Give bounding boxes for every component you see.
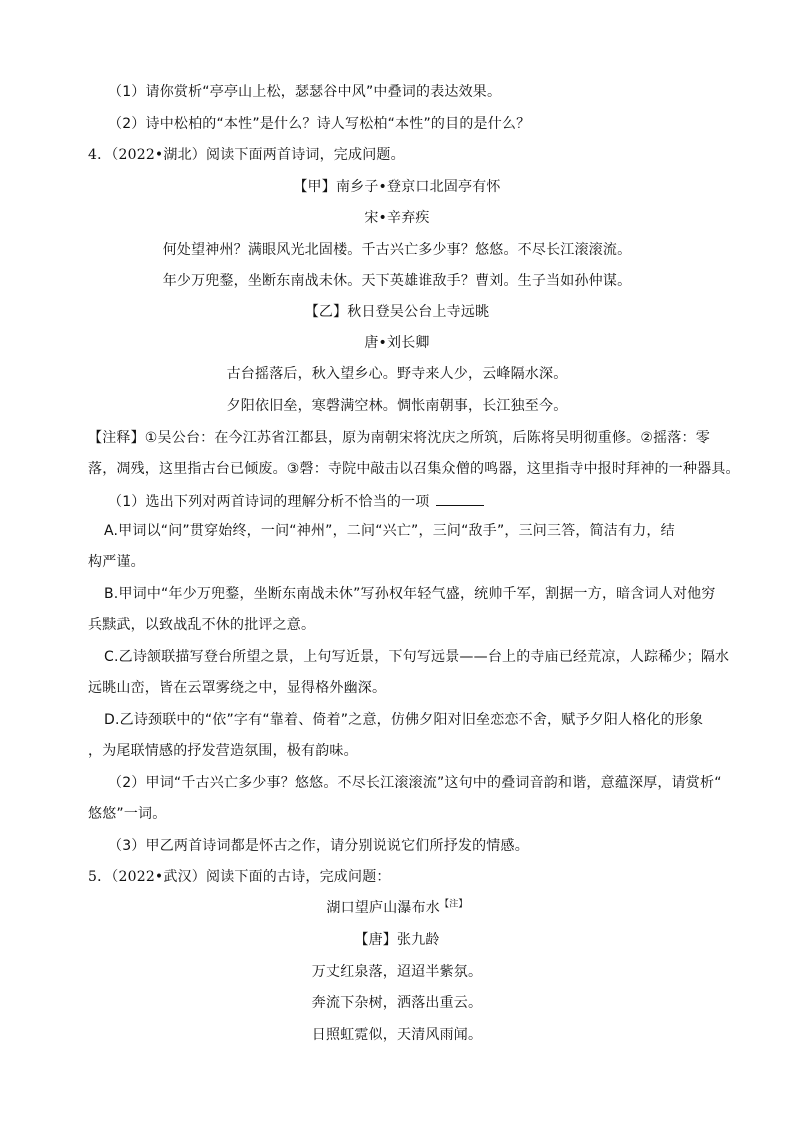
- poem-b-line-2: 夕阳依旧垒，寒磬满空林。惆怅南朝事，长江独至今。: [226, 398, 568, 414]
- q5-poem-line-2: 奔流下杂树，洒落出重云。: [311, 995, 483, 1011]
- q4-sub2-line-2: 悠悠”一词。: [88, 806, 167, 822]
- poem-a-title: 【甲】南乡子•登京口北固亭有怀: [293, 179, 501, 195]
- option-b-line-2: 兵黩武，以致战乱不休的批评之意。: [88, 617, 316, 633]
- option-c-line-2: 远眺山峦，皆在云罩雾绕之中，显得格外幽深。: [88, 680, 387, 696]
- notes-line-1: 【注释】①吴公台：在今江苏省江都县，原为南朝宋将沈庆之所筑，后陈将吴明彻重修。②摇落：零: [88, 430, 710, 446]
- q5-header: 5．（2022•武汉）阅读下面的古诗，完成问题：: [88, 869, 391, 885]
- q3-sub1: （1）请你赏析“亭亭山上松，瑟瑟谷中风”中叠词的表达效果。: [108, 84, 502, 100]
- q4-sub1-prompt: [108, 491, 484, 512]
- answer-blank[interactable]: [436, 491, 484, 506]
- option-a-line-1: A.甲词以“问”贯穿始终，一问“神州”，二问“兴亡”，三问“敌手”，三问三答，简洁有力，结: [104, 523, 675, 539]
- q4-sub2-line-1: （2）甲词“千古兴亡多少事？悠悠。不尽长江滚滚流”这句中的叠词音韵和谐，意蕴深厚，请赏析“: [108, 775, 722, 791]
- q5-poem-line-1: 万丈红泉落，迢迢半紫氛。: [311, 964, 483, 980]
- notes-line-2: 落，凋残，这里指古台已倾废。③磬：寺院中敲击以召集众僧的鸣器，这里指寺中报时拜神的一种器具。: [88, 461, 740, 477]
- option-a-line-2: 构严谨。: [88, 554, 145, 570]
- poem-a-line-1: 何处望神州？满眼风光北固楼。千古兴亡多少事？悠悠。不尽长江滚滚流。: [162, 242, 632, 258]
- footnote-marker: 【注】: [440, 899, 468, 910]
- q4-header: 4．（2022•湖北）阅读下面两首诗词，完成问题。: [88, 147, 405, 163]
- poem-a-author: 宋•辛弃疾: [364, 210, 430, 226]
- poem-b-line-1: 古台摇落后，秋入望乡心。野寺来人少，云峰隔水深。: [226, 366, 568, 382]
- option-d-line-1: D.乙诗颈联中的“依”字有“靠着、倚着”之意，仿佛夕阳对旧垒恋恋不舍，赋予夕阳人格化的形象: [104, 712, 704, 728]
- q5-poem-author: 【唐】张九龄: [354, 932, 440, 948]
- q5-poem-line-3: 日照虹霓似，天清风雨闻。: [311, 1027, 483, 1043]
- option-c-line-1: C.乙诗颔联描写登台所望之景，上句写近景，下句写远景——台上的寺庙已经荒凉，人踪稀少；隔水: [104, 649, 730, 665]
- q5-poem-title: [0, 898, 794, 918]
- q4-sub1-text: （1）选出下列对两首诗词的理解分析不恰当的一项: [108, 494, 430, 510]
- poem-b-author: 唐•刘长卿: [364, 335, 430, 351]
- option-d-line-2: ，为尾联情感的抒发营造氛围，极有韵味。: [88, 743, 358, 759]
- poem-b-title: 【乙】秋日登吴公台上寺远眺: [304, 304, 490, 320]
- option-b-line-1: B.甲词中“年少万兜鍪，坐断东南战未休”写孙权年轻气盛，统帅千军，割据一方，暗含词人对他穷: [104, 586, 716, 602]
- q5-title-text: 湖口望庐山瀑布水: [326, 900, 440, 916]
- q3-sub2: （2）诗中松柏的“本性”是什么？诗人写松柏“本性”的目的是什么？: [108, 116, 531, 132]
- q4-sub3: （3）甲乙两首诗词都是怀古之作，请分别说说它们所抒发的情感。: [108, 838, 529, 854]
- poem-a-line-2: 年少万兜鍪，坐断东南战未休。天下英雄谁敌手？曹刘。生子当如孙仲谋。: [162, 273, 632, 289]
